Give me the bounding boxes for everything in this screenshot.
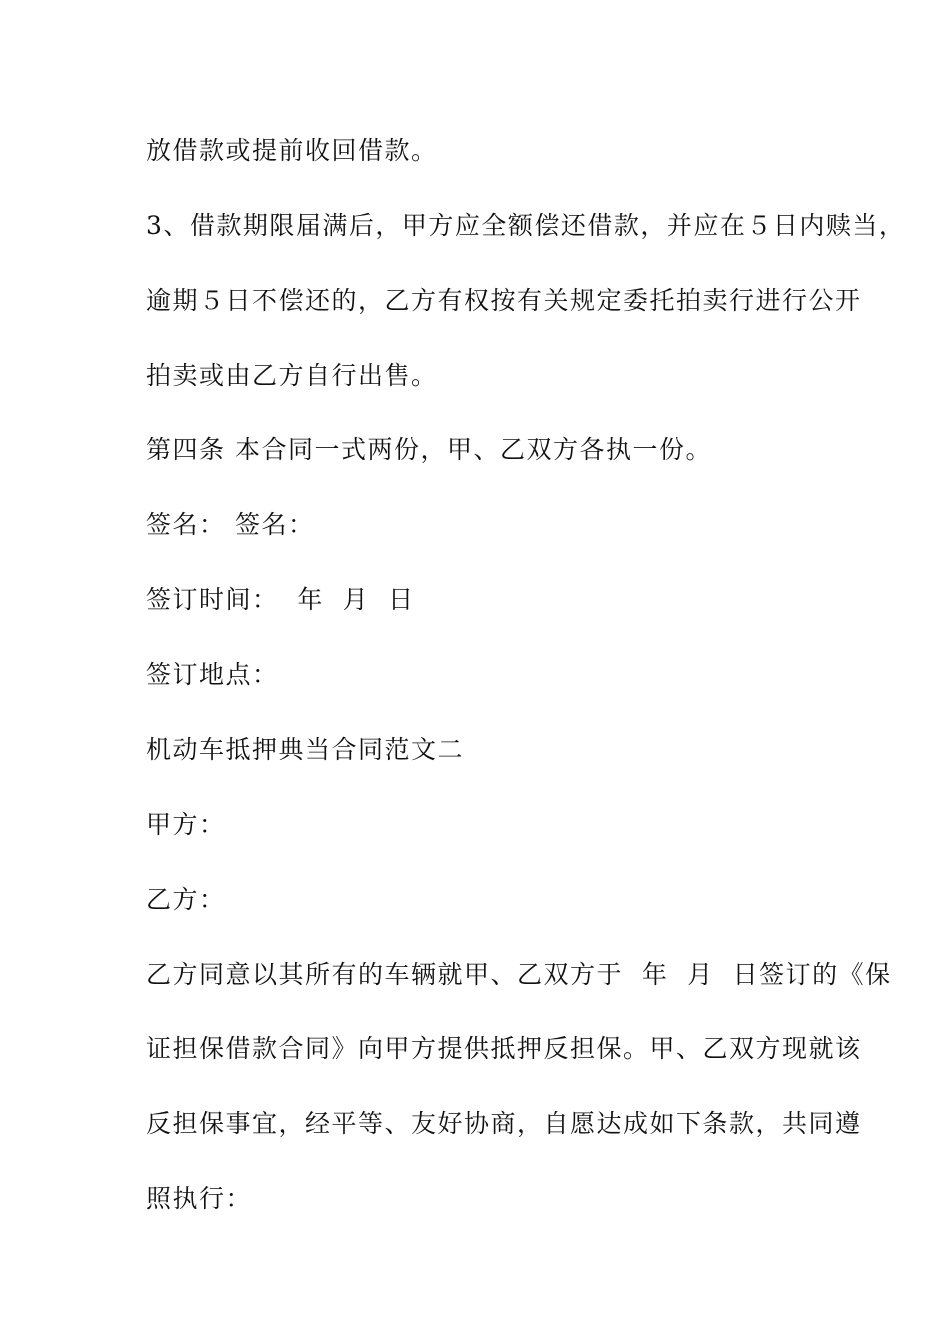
paragraph-line: 3、借款期限届满后，甲方应全额偿还借款，并应在５日内赎当， — [146, 211, 906, 240]
signing-date-line: 签订时间： 年 月 日 — [146, 585, 415, 614]
paragraph-line: 乙方同意以其所有的车辆就甲、乙双方于 年 月 日签订的《保 — [146, 960, 892, 989]
party-b-line: 乙方： — [146, 885, 226, 914]
signing-place-line: 签订地点： — [146, 660, 279, 689]
paragraph-line: 逾期５日不偿还的，乙方有权按有关规定委托拍卖行进行公开 — [146, 286, 862, 315]
paragraph-line: 照执行： — [146, 1184, 253, 1213]
paragraph-line: 第四条 本合同一式两份，甲、乙双方各执一份。 — [146, 435, 712, 464]
signature-line: 签名： 签名： — [146, 510, 315, 539]
party-a-line: 甲方： — [146, 810, 226, 839]
paragraph-line: 放借款或提前收回借款。 — [146, 136, 438, 165]
section-title: 机动车抵押典当合同范文二 — [146, 735, 465, 764]
paragraph-line: 证担保借款合同》向甲方提供抵押反担保。甲、乙双方现就该 — [146, 1034, 862, 1063]
paragraph-line: 反担保事宜，经平等、友好协商，自愿达成如下条款，共同遵 — [146, 1109, 862, 1138]
paragraph-line: 拍卖或由乙方自行出售。 — [146, 361, 438, 390]
